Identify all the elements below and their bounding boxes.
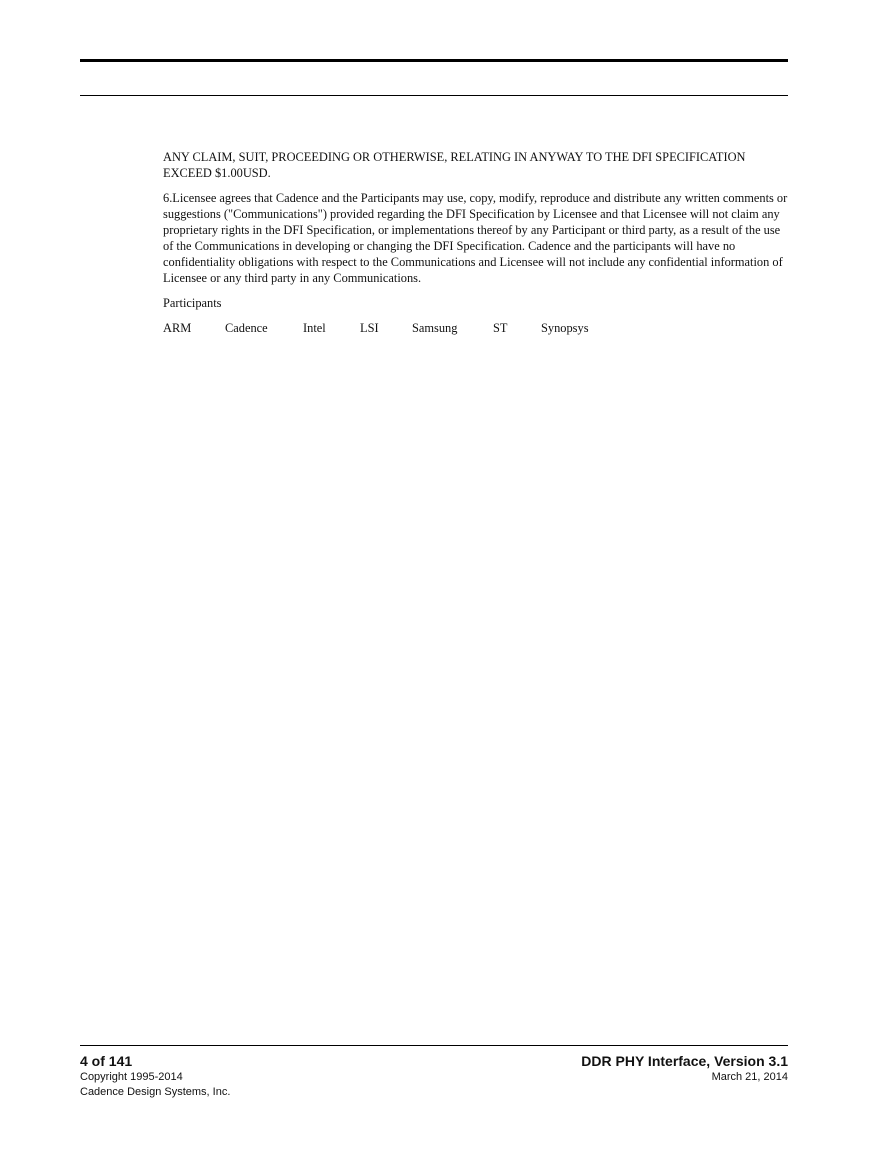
footer-right <box>581 1053 788 1085</box>
participant-lsi: LSI <box>360 321 379 335</box>
participant-cadence: Cadence <box>225 321 268 335</box>
participants-heading: Participants <box>163 296 222 310</box>
participant-arm: ARM <box>163 321 192 335</box>
header-rule-thin <box>80 95 788 96</box>
participants-list <box>163 320 789 336</box>
participant-intel: Intel <box>303 321 326 335</box>
page-number: 4 of 141 <box>80 1053 133 1069</box>
document-body <box>163 149 789 336</box>
footer-rule <box>80 1045 788 1046</box>
document-date: March 21, 2014 <box>711 1071 788 1083</box>
disclaimer-paragraph: ANY CLAIM, SUIT, PROCEEDING OR OTHERWISE, RELATING IN ANYWAY TO THE DFI SPECIFICATION EXCEED $1.00USD. <box>163 150 746 180</box>
document-title: DDR PHY Interface, Version 3.1 <box>581 1053 788 1069</box>
copyright-text: Copyright 1995-2014 <box>80 1071 183 1083</box>
participant-samsung: Samsung <box>412 321 458 335</box>
footer-left <box>80 1053 230 1100</box>
header-rule-thick <box>80 59 788 62</box>
communications-paragraph: 6.Licensee agrees that Cadence and the Participants may use, copy, modify, reproduce and distribute any written comments or suggestions ("Communications") provided regarding the DFI Specification by Licensee and that Licensee will not claim any proprietary rights in the DFI Specification, or implementations thereof by any Participant or third party, as a result of the use of the Communications in developing or changing the DFI Specification. Cadence and the participants will have no confidentiality obligations with respect to the Communications and Licensee will not include any confidential information of Licensee or any third party in any Communications. <box>163 191 788 285</box>
company-name: Cadence Design Systems, Inc. <box>80 1086 231 1098</box>
participant-synopsys: Synopsys <box>541 321 589 335</box>
participant-st: ST <box>493 321 508 335</box>
